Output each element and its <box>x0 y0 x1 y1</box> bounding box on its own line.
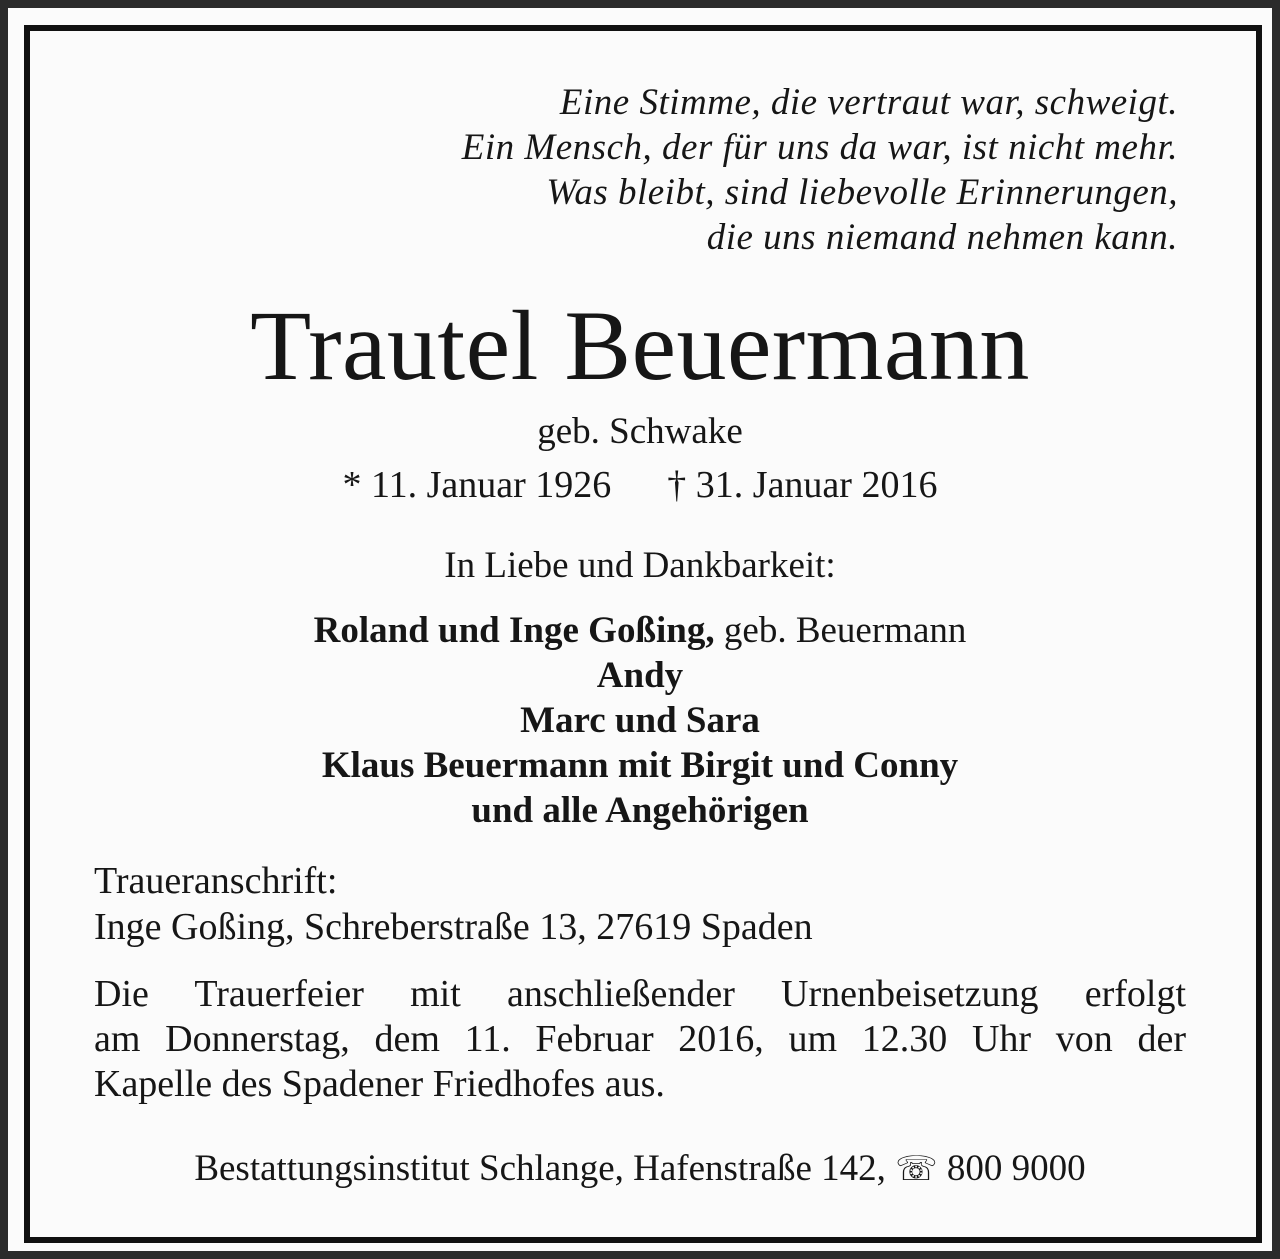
telephone-icon: ☏ <box>895 1149 938 1189</box>
life-dates <box>8 462 1272 508</box>
poem-line: Was bleibt, sind liebevolle Erinnerungen, <box>546 172 1178 213</box>
address-label: Traueranschrift: <box>94 860 338 902</box>
mourner-line: Andy <box>596 655 684 696</box>
ceremony-line: Kapelle des Spadener Friedhofes aus. <box>94 1063 665 1105</box>
poem-line: Eine Stimme, die vertraut war, schweigt. <box>559 82 1178 123</box>
mourner-names: Roland und Inge Goßing, <box>313 610 715 651</box>
phone-number: 800 9000 <box>946 1148 1086 1189</box>
ceremony-info <box>94 972 1186 1107</box>
mourner-line: Marc und Sara <box>520 700 760 741</box>
poem <box>278 80 1178 260</box>
funeral-home-text: Bestattungsinstitut Schlange, Hafenstraße 142, <box>194 1148 886 1189</box>
poem-line: die uns niemand nehmen kann. <box>706 217 1178 258</box>
born-name: geb. Schwake <box>537 411 743 452</box>
ceremony-line: am Donnerstag, dem 11. Februar 2016, um 12.30 Uhr von der <box>94 1018 1186 1060</box>
mourner-line: Klaus Beuermann mit Birgit und Conny <box>321 745 959 786</box>
mourner-line <box>8 608 1272 653</box>
mourning-address <box>94 858 813 950</box>
death-date: † 31. Januar 2016 <box>667 464 938 506</box>
mourners-list <box>8 608 1272 833</box>
mourner-maiden-name: geb. Beuermann <box>714 610 967 651</box>
deceased-name: Trautel Beuermann <box>250 290 1030 401</box>
birth-date: * 11. Januar 1926 <box>342 464 612 506</box>
mourner-line: und alle Angehörigen <box>471 790 809 831</box>
poem-line: Ein Mensch, der für uns da war, ist nicht mehr. <box>461 127 1178 168</box>
address-value: Inge Goßing, Schreberstraße 13, 27619 Spaden <box>94 906 813 948</box>
thanks-line: In Liebe und Dankbarkeit: <box>444 545 836 586</box>
funeral-home-footer <box>8 1146 1272 1192</box>
obituary-page <box>8 8 1272 1251</box>
ceremony-line: Die Trauerfeier mit anschließender Urnenbeisetzung erfolgt <box>94 973 1186 1015</box>
